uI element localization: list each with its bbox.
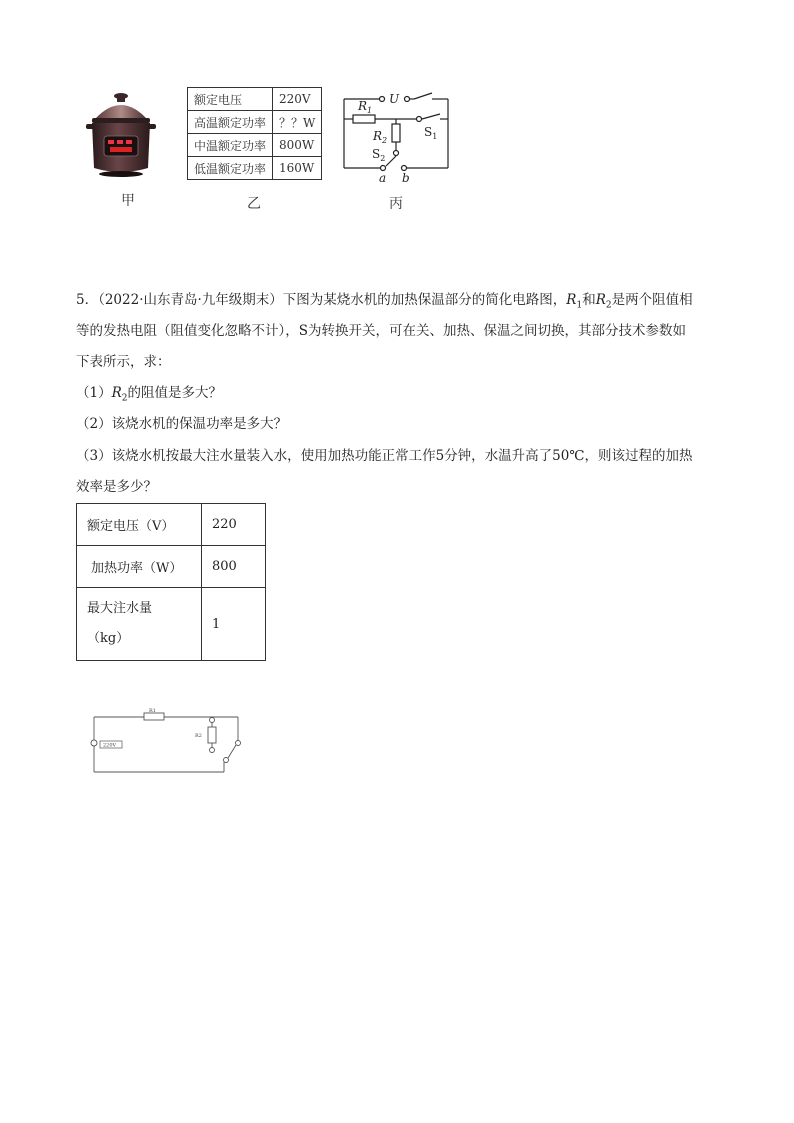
tech-name: 最大注水量 （kg） (77, 588, 202, 661)
spec-name: 中温额定功率 (188, 134, 273, 157)
table-row (77, 546, 266, 588)
cooker-image (84, 88, 158, 184)
tech-value: 800 (202, 546, 266, 588)
spec-value: 800W (273, 134, 322, 157)
spec-name: 高温额定功率 (188, 111, 273, 134)
question5-line3: 下表所示，求： (76, 354, 171, 370)
label-s1: $S_1$ (424, 125, 438, 141)
tech-table (76, 503, 266, 661)
label-r2-small: R2 (195, 733, 202, 739)
circuit-diagram-1 (336, 88, 456, 188)
question5-line2: 等的发热电阻（阻值变化忽略不计），S为转换开关，可在关、加热、保温之间切换，其部分技术参数如 (76, 323, 686, 339)
table-row (77, 504, 266, 546)
question5-sub1: $(1)R_2$的阻值是多大？ (76, 385, 222, 404)
question5-sub3-line2: 效率是多少？ (76, 479, 157, 495)
label-a: a (379, 171, 387, 185)
figure-label-bing: 丙 (389, 196, 403, 212)
circuit-diagram-2 (88, 704, 248, 776)
figure-label-jia: 甲 (121, 193, 135, 209)
label-r2: $R_2$ (373, 129, 388, 145)
label-r1-small: R1 (149, 708, 156, 714)
table-row (188, 111, 322, 134)
table-row (188, 88, 322, 111)
spec-value: 160W (273, 157, 322, 180)
label-r1: $R_1$ (358, 99, 373, 115)
label-s2: $S_2$ (372, 147, 386, 163)
question5-sub2: （2）该烧水机的保温功率是多大？ (76, 416, 288, 432)
spec-value: ？？W (273, 111, 322, 134)
spec-name: 低温额定功率 (188, 157, 273, 180)
table-row (188, 134, 322, 157)
question5-line1: 5．（2022·山东青岛·九年级期末）下图为某烧水机的加热保温部分的简化电路图，$R_1$和$R_2$是两个阻值相 (76, 292, 693, 311)
label-u: U (389, 92, 400, 106)
label-220v: 220V (103, 742, 117, 749)
label-b: b (402, 171, 410, 185)
spec-table (187, 87, 322, 180)
spec-name: 额定电压 (188, 88, 273, 111)
tech-value: 1 (202, 588, 266, 661)
question5-sub3-line1: （3）该烧水机按最大注水量装入水，使用加热功能正常工作5分钟，水温升高了50℃，则该过程的加热 (76, 448, 693, 464)
tech-name: 加热功率（W） (77, 546, 202, 588)
tech-name: 额定电压（V） (77, 504, 202, 546)
spec-value: 220V (273, 88, 322, 111)
table-row (77, 588, 266, 661)
tech-value: 220 (202, 504, 266, 546)
table-row (188, 157, 322, 180)
figure-label-yi: 乙 (247, 196, 261, 212)
